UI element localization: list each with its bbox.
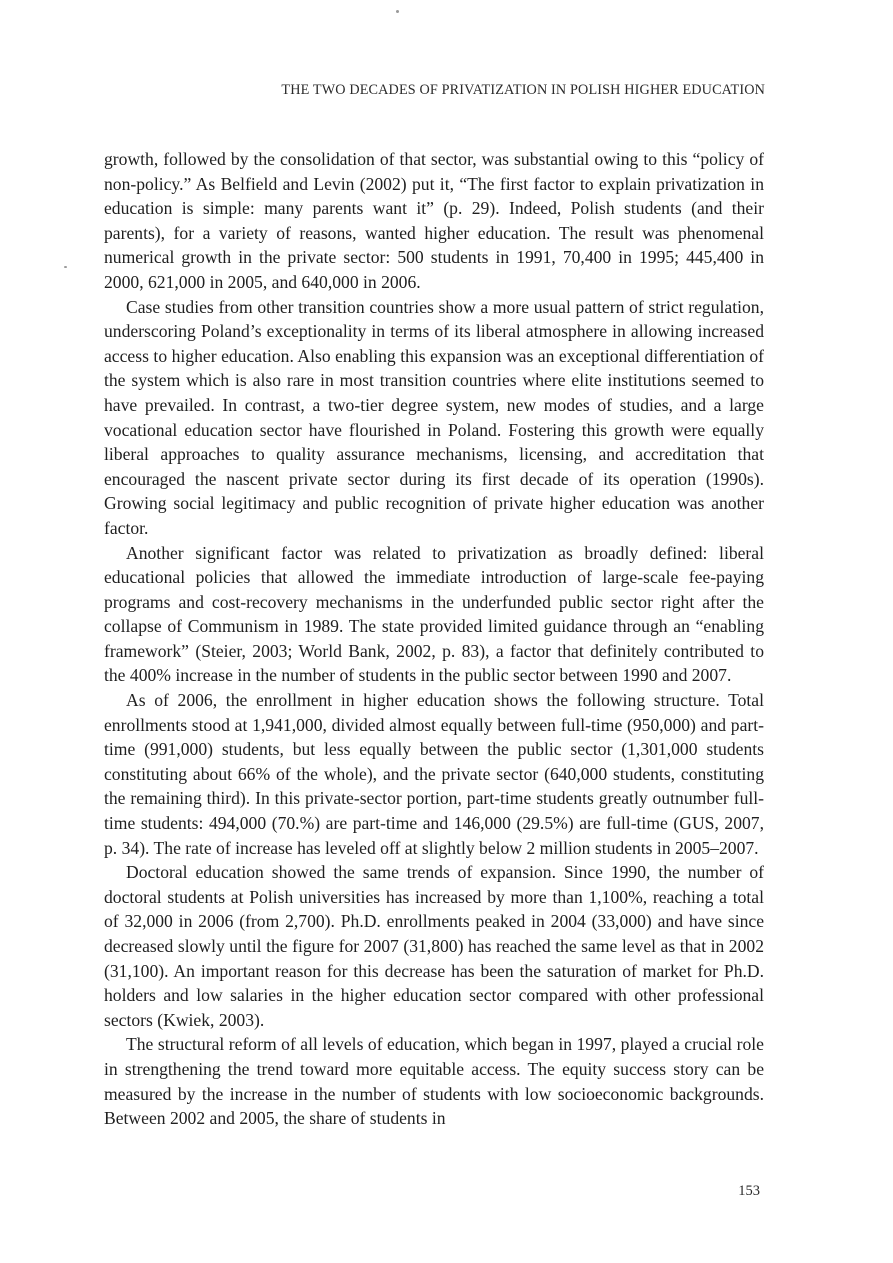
body-text — [104, 147, 764, 1131]
running-header: THE TWO DECADES OF PRIVATIZATION IN POLISH HIGHER EDUCATION — [281, 82, 765, 98]
paragraph: The structural reform of all levels of education, which began in 1997, played a crucial role in strengthening the trend toward more equitable access. The equity success story can be measured by the increase in the number of students with low socioeconomic backgrounds. Between 2002 and 2005, the share of students in — [104, 1034, 764, 1129]
scan-speck — [396, 10, 399, 13]
paragraph: Doctoral education showed the same trends of expansion. Since 1990, the number of doctoral students at Polish universities has increased by more than 1,100%, reaching a total of 32,000 in 2006 (from 2,700). Ph.D. enrollments peaked in 2004 (33,000) and have since decreased slowly until the figure for 2007 (31,800) has reached the same level as that in 2002 (31,100). An important reason for this decrease has been the saturation of market for Ph.D. holders and low salaries in the higher education sector compared with other professional sectors (Kwiek, 2003). — [104, 862, 764, 1030]
paragraph: Case studies from other transition countries show a more usual pattern of strict regulation, underscoring Poland’s exceptionality in terms of its liberal atmosphere in allowing increased access to higher education. Also enabling this expansion was an exceptional differentiation of the system which is also rare in most transition countries where elite institutions seemed to have prevailed. In contrast, a two-tier degree system, new modes of studies, and a large vocational education sector have flourished in Poland. Fostering this growth were equally liberal approaches to quality assurance mechanisms, licensing, and accreditation that encouraged the nascent private sector during its first decade of its operation (1990s). Growing social legitimacy and public recognition of private higher education was another factor. — [104, 296, 764, 538]
page-number: 153 — [738, 1183, 760, 1199]
paragraph: growth, followed by the consolidation of that sector, was substantial owing to this “policy of non-policy.” As Belfield and Levin (2002) put it, “The first factor to explain privatization in education is simple: many parents want it” (p. 29). Indeed, Polish students (and their parents), for a variety of reasons, wanted higher education. The result was phenomenal numerical growth in the private sector: 500 students in 1991, 70,400 in 1995; 445,400 in 2000, 621,000 in 2005, and 640,000 in 2006. — [104, 149, 764, 292]
scan-speck — [64, 266, 67, 268]
paragraph: As of 2006, the enrollment in higher education shows the following structure. Total enrollments stood at 1,941,000, divided almost equally between full-time (950,000) and part-time (991,000) students, but less equally between the public sector (1,301,000 students constituting about 66% of the whole), and the private sector (640,000 students, constituting the remaining third). In this private-sector portion, part-time students greatly outnumber full-time students: 494,000 (70.%) are part-time and 146,000 (29.5%) are full-time (GUS, 2007, p. 34). The rate of increase has leveled off at slightly below 2 million students in 2005–2007. — [104, 690, 764, 858]
paragraph: Another significant factor was related to privatization as broadly defined: liberal educational policies that allowed the immediate introduction of large-scale fee-paying programs and cost-recovery mechanisms in the underfunded public sector right after the collapse of Communism in 1989. The state provided limited guidance through an “enabling framework” (Steier, 2003; World Bank, 2002, p. 83), a factor that definitely contributed to the 400% increase in the number of students in the public sector between 1990 and 2007. — [104, 542, 764, 686]
